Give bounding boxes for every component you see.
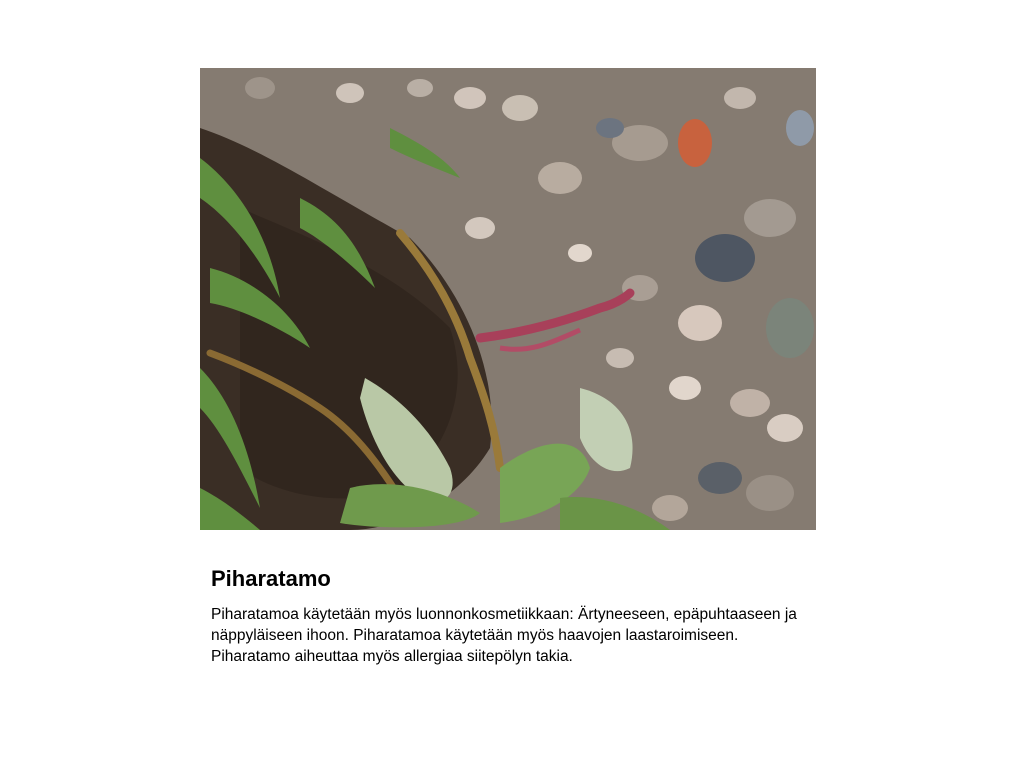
slide-body-text: Piharatamoa käytetään myös luonnonkosmetiikkaan: Ärtyneeseen, epäpuhtaaseen ja näppyläiseen ihoon. Piharatamoa käytetään myös haavojen laastaroimiseen. Piharatamo aiheuttaa myös allergiaa siitepölyn takia. [211,606,797,665]
caption [211,564,811,667]
plantain-photo [200,68,816,530]
slide-title: Piharatamo [211,566,331,591]
plantain-photo-art [200,68,816,530]
